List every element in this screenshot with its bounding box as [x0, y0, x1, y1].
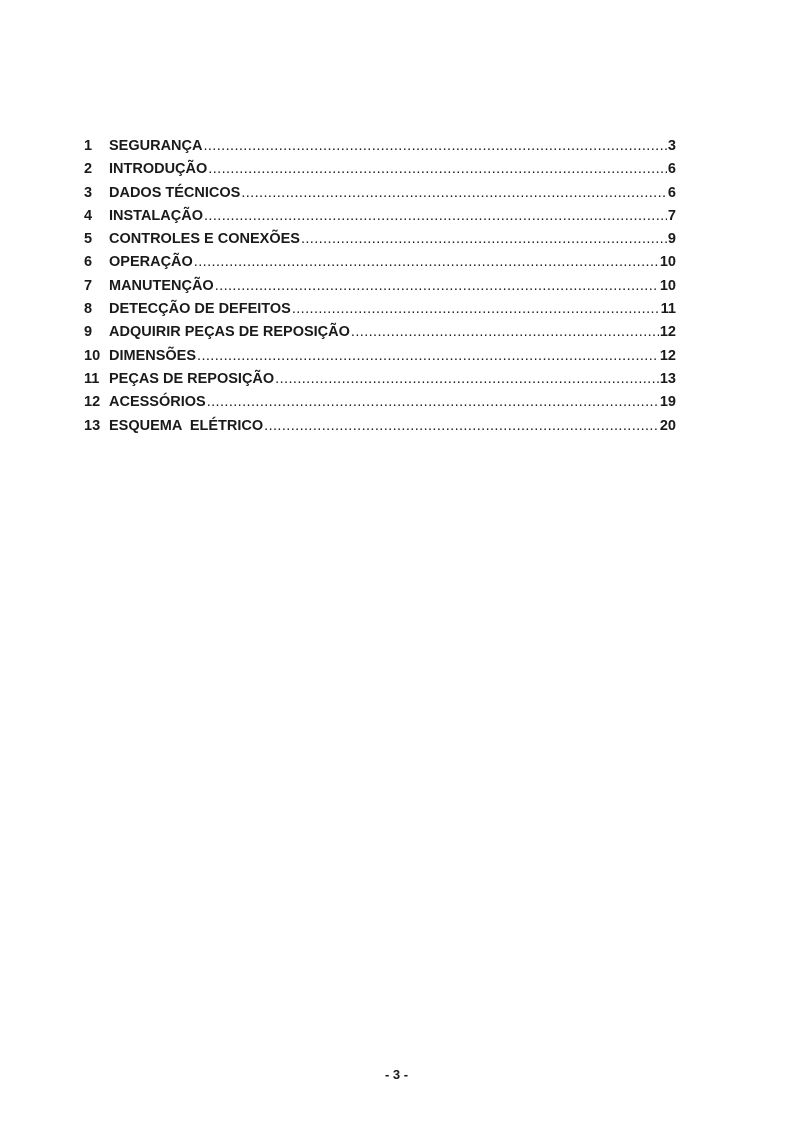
toc-entry-title[interactable]: ADQUIRIR PEÇAS DE REPOSIÇÃO	[109, 324, 350, 341]
toc-entry-page: 10	[659, 254, 676, 271]
toc-dot-leader	[264, 417, 659, 435]
toc-entry-page: 9	[667, 231, 676, 248]
toc-entry-page: 3	[667, 138, 676, 154]
toc-entry-page: 6	[667, 161, 676, 178]
toc-entry-instalacao[interactable]	[84, 207, 676, 230]
toc-dot-leader	[207, 393, 659, 411]
table-of-contents	[84, 137, 676, 440]
toc-dot-leader	[194, 253, 659, 271]
toc-entry-esquema-eletrico[interactable]	[84, 417, 676, 440]
toc-entry-dados-tecnicos[interactable]	[84, 184, 676, 207]
toc-entry-adquirir-pecas-de-reposicao[interactable]	[84, 323, 676, 346]
toc-entry-number: 4	[84, 207, 93, 224]
toc-entry-number: 5	[84, 231, 93, 248]
toc-entry-page: 12	[659, 347, 676, 364]
toc-entry-page: 7	[667, 207, 676, 224]
toc-dot-leader	[203, 137, 666, 155]
toc-entry-title[interactable]: DIMENSÕES	[109, 347, 197, 364]
toc-entry-number: 10	[84, 347, 101, 364]
toc-entry-number: 8	[84, 301, 93, 318]
toc-entry-number: 13	[84, 417, 101, 434]
toc-entry-title[interactable]: INSTALAÇÃO	[109, 207, 203, 224]
toc-entry-title[interactable]: MANUTENÇÃO	[109, 277, 214, 294]
toc-entry-pecas-de-reposicao[interactable]	[84, 370, 676, 393]
toc-entry-title[interactable]: PEÇAS DE REPOSIÇÃO	[109, 370, 275, 387]
toc-entry-title[interactable]: DADOS TÉCNICOS	[109, 184, 241, 201]
toc-entry-seguranca[interactable]	[84, 137, 676, 160]
toc-entry-deteccao-de-defeitos[interactable]	[84, 300, 676, 323]
toc-dot-leader	[292, 300, 660, 318]
toc-entry-page: 13	[659, 370, 676, 387]
toc-entry-number: 11	[84, 370, 100, 387]
toc-entry-introducao[interactable]	[84, 160, 676, 183]
toc-dot-leader	[301, 230, 667, 248]
toc-entry-title[interactable]: OPERAÇÃO	[109, 254, 193, 271]
page-number: - 3 -	[384, 1067, 409, 1082]
toc-dot-leader	[208, 160, 667, 178]
toc-entry-manutencao[interactable]	[84, 277, 676, 300]
toc-entry-page: 19	[659, 394, 676, 411]
toc-entry-number: 6	[84, 254, 93, 271]
toc-entry-number: 9	[84, 324, 93, 341]
toc-entry-number: 1	[84, 138, 93, 154]
toc-entry-title[interactable]: CONTROLES E CONEXÕES	[109, 231, 300, 248]
toc-entry-page: 10	[659, 277, 676, 294]
toc-entry-page: 20	[659, 417, 676, 434]
toc-dot-leader	[241, 184, 667, 202]
toc-entry-page: 12	[659, 324, 676, 341]
toc-entry-page: 11	[660, 301, 676, 318]
toc-dot-leader	[204, 207, 667, 225]
toc-entry-dimensoes[interactable]	[84, 347, 676, 370]
toc-entry-title[interactable]: ESQUEMA ELÉTRICO	[109, 417, 264, 434]
toc-entry-title[interactable]: INTRODUÇÃO	[109, 161, 208, 178]
toc-entry-page: 6	[667, 184, 676, 201]
toc-entry-number: 3	[84, 184, 93, 201]
toc-entry-title[interactable]: ACESSÓRIOS	[109, 394, 206, 411]
toc-entry-title[interactable]: DETECÇÃO DE DEFEITOS	[109, 301, 291, 318]
toc-dot-leader	[197, 347, 659, 365]
toc-entry-number: 7	[84, 277, 93, 294]
toc-entry-title[interactable]: SEGURANÇA	[109, 138, 203, 154]
toc-entry-number: 2	[84, 161, 93, 178]
toc-entry-acessorios[interactable]	[84, 393, 676, 416]
toc-entry-number: 12	[84, 394, 101, 411]
toc-dot-leader	[215, 277, 659, 295]
toc-entry-controles-e-conexoes[interactable]	[84, 230, 676, 253]
toc-dot-leader	[275, 370, 659, 388]
toc-dot-leader	[351, 323, 659, 341]
toc-entry-operacao[interactable]	[84, 253, 676, 276]
